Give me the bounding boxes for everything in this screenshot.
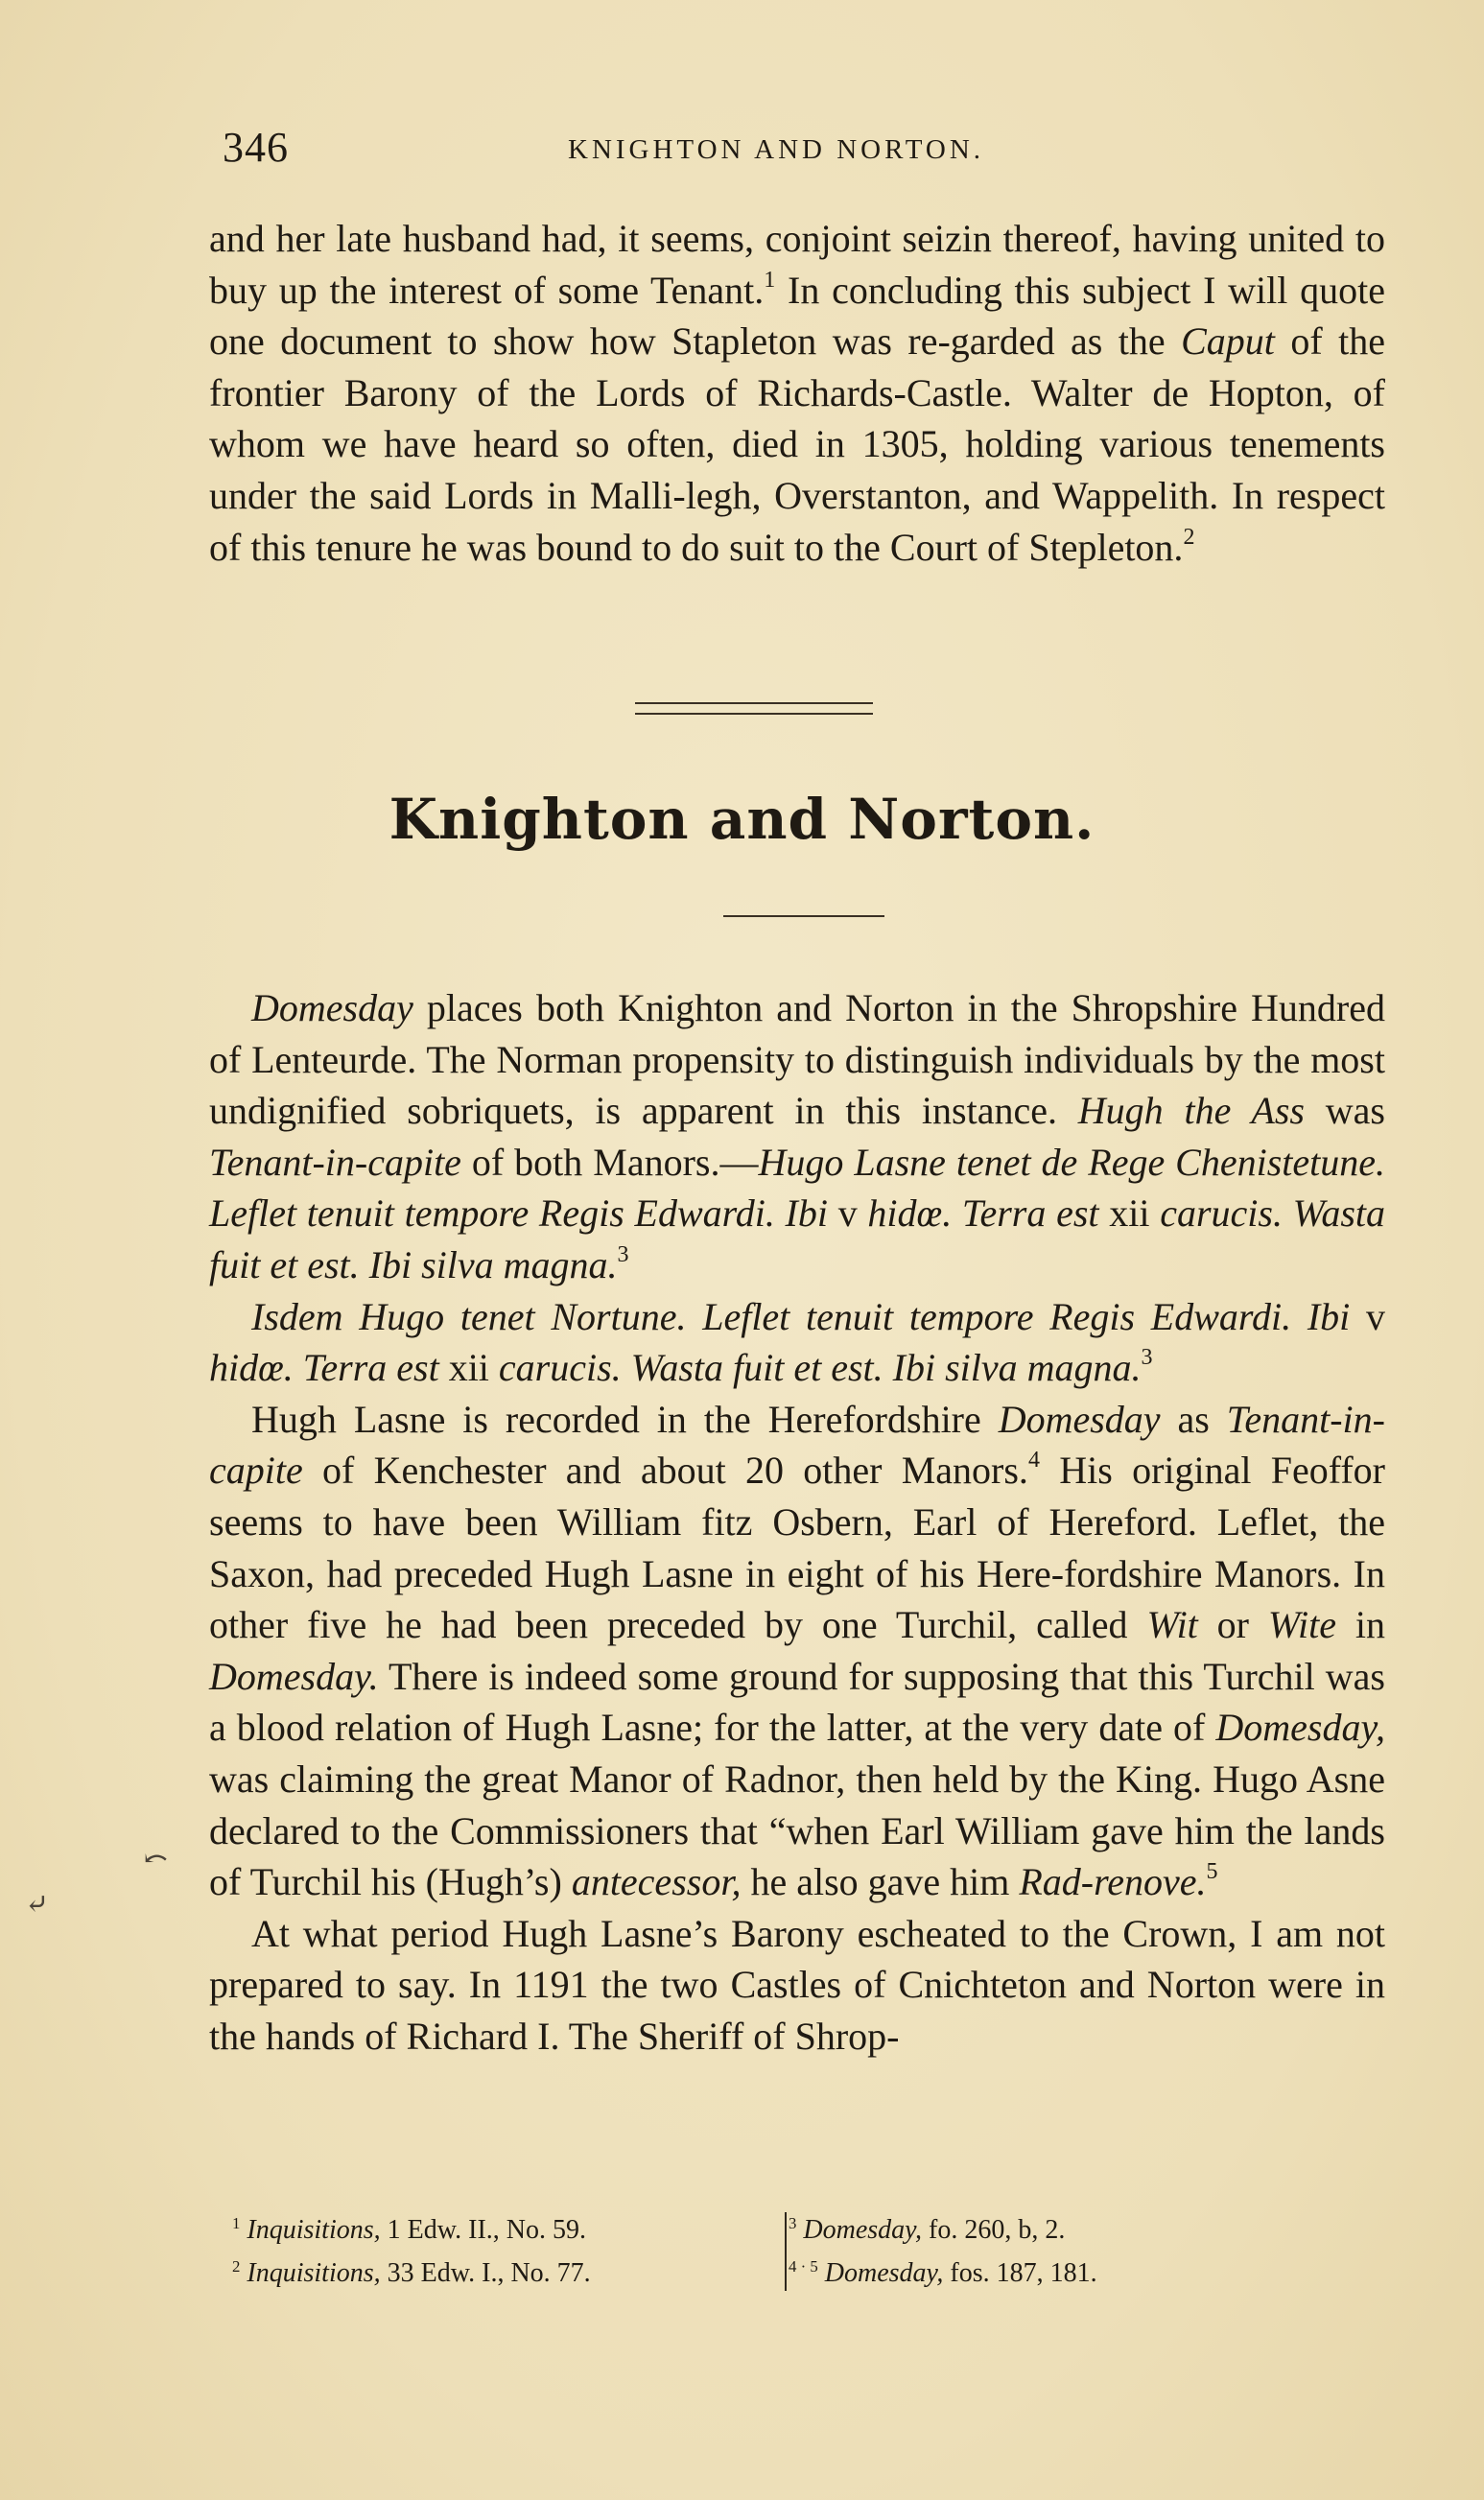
- italic-run: Wite: [1267, 1603, 1336, 1647]
- page-header: [223, 123, 1383, 180]
- footnote-number: 4 · 5: [789, 2256, 818, 2276]
- footnote-source: Inquisitions,: [247, 2258, 381, 2288]
- italic-run: Rad-renove.: [1019, 1860, 1207, 1904]
- margin-arrow-mark: ⤶: [25, 1888, 50, 1922]
- latin-quote: carucis. Wasta fuit et est. Ibi silva magna.: [209, 1191, 1385, 1286]
- footnote-number: 1: [232, 2213, 241, 2232]
- footnote-ref: 1: [764, 267, 776, 293]
- footnote: [232, 2252, 591, 2295]
- continued-paragraph: [209, 213, 1385, 573]
- footnote: [789, 2252, 1097, 2295]
- text-run: His original Feoffor seems to have been William fitz Osbern, Earl of Hereford. Leflet, the Saxon, had preceded Hugh Lasne in eight of his Here-fordshire Manors. In other five he had been preceded by one Turchil, called: [209, 1449, 1385, 1647]
- text-run: At what period Hugh Lasne’s Barony escheated to the Crown, I am not prepared to say. In 1191 the two Castles of Cnichteton and Norton were in the hands of Richard I. The Sheriff of Shrop-: [209, 1911, 1385, 2058]
- footnote-detail: fo. 260, b, 2.: [922, 2215, 1066, 2245]
- footnote-source: Inquisitions,: [247, 2215, 381, 2245]
- paragraph-domesday: [209, 982, 1385, 1291]
- footnote-detail: 33 Edw. I., No. 77.: [380, 2258, 591, 2288]
- text-run: and her late husband had, it seems, conjoint seizin thereof, having: [209, 217, 1237, 260]
- latin-quote: carucis. Wasta fuit et est. Ibi silva magna.: [488, 1346, 1142, 1390]
- section-double-rule: [635, 702, 873, 715]
- text-run: as: [1160, 1397, 1227, 1441]
- section-body: [209, 982, 1385, 2062]
- text-run: places both Knighton and Norton in the Shropshire Hundred of Lenteurde. The Norman propensity to distinguish individuals by the most undignified sobriquets, is apparent in this instance.: [209, 986, 1385, 1133]
- text-run: in: [1336, 1603, 1386, 1647]
- text-run: he also gave him: [741, 1860, 1020, 1904]
- latin-quote: Hugo Lasne tenet de Rege Chenistetune. Leflet tenuit tempore Regis Edwardi. Ibi: [209, 1140, 1386, 1236]
- footnotes-right-column: [789, 2208, 1097, 2295]
- text-run: of both Manors.—: [460, 1140, 759, 1184]
- roman-numeral: v: [1366, 1294, 1385, 1338]
- italic-run: Hugh the Ass: [1077, 1089, 1305, 1133]
- italic-run: Tenant-in-capite: [209, 1140, 461, 1184]
- footnotes: [232, 2208, 1230, 2295]
- text-run: or: [1197, 1603, 1268, 1647]
- text-run: of Kenchester and about 20 other Manors.: [302, 1449, 1028, 1493]
- footnote-ref: 4: [1027, 1448, 1040, 1474]
- paragraph-nortune: [209, 1291, 1385, 1394]
- page-number: 346: [223, 124, 289, 171]
- running-head: KNIGHTON AND NORTON.: [568, 134, 985, 165]
- footnote-source: Domesday,: [824, 2258, 944, 2288]
- paragraph-hugh-lasne: [209, 1394, 1385, 1908]
- latin-quote: hidœ. Terra est: [857, 1191, 1110, 1236]
- footnote-detail: fos. 187, 181.: [943, 2258, 1097, 2288]
- footnote: [789, 2208, 1097, 2252]
- footnote-source: Domesday,: [803, 2215, 923, 2245]
- footnote-ref: 5: [1206, 1859, 1218, 1885]
- roman-numeral: v: [837, 1191, 858, 1236]
- section-title: Knighton and Norton.: [389, 787, 1095, 852]
- roman-numeral: xii: [1109, 1191, 1150, 1236]
- margin-pointer-mark: ⤺: [144, 1842, 169, 1875]
- italic-run: antecessor,: [571, 1860, 742, 1904]
- text-run: united to buy up the interest of some Tenant.: [209, 217, 1386, 312]
- footnote: [232, 2208, 591, 2252]
- footnote-number: 2: [232, 2256, 241, 2276]
- title-underline-rule: [723, 915, 884, 917]
- italic-run: Domesday: [998, 1397, 1161, 1441]
- italic-run: Domesday: [251, 986, 413, 1029]
- footnote-detail: 1 Edw. II., No. 59.: [380, 2215, 586, 2245]
- text-run: of the frontier Barony of the Lords of Richards-Castle. Walter de Hopton, of whom we have heard so often, died in 1305, holding various tenements under the said Lords in Malli-legh, Overstanton, and Wappelith. In respect of this tenure he was bound to do suit to the Court of Stepleton.: [209, 319, 1386, 569]
- text-run: In concluding this subject I will quote one document to show how Stapleton was re-garded as the: [209, 268, 1385, 364]
- latin-quote: hidœ. Terra est: [209, 1346, 449, 1390]
- text-run: There is indeed some ground for supposing that this Turchil was a blood relation of Hugh Lasne; for the latter, at the very date of: [209, 1654, 1385, 1750]
- italic-run: Tenant-in-capite: [209, 1397, 1385, 1493]
- text-run: was claiming the great Manor of Radnor, then held by the King. Hugo Asne declared to the Commissioners that “when Earl William gave him the lands of Turchil his (Hugh’s): [209, 1757, 1385, 1904]
- latin-quote: Isdem Hugo tenet Nortune. Leflet tenuit tempore Regis Edwardi. Ibi: [251, 1294, 1366, 1338]
- italic-run: Wit: [1146, 1603, 1198, 1647]
- italic-run: Domesday.: [209, 1654, 379, 1698]
- text-run: was: [1304, 1089, 1385, 1133]
- footnote-ref: 2: [1183, 524, 1195, 550]
- footnote-column-divider: [785, 2212, 787, 2291]
- roman-numeral: xii: [448, 1346, 489, 1390]
- italic-run: Caput: [1181, 319, 1275, 364]
- paragraph-barony-escheated: [209, 1908, 1385, 2063]
- italic-run: Domesday,: [1215, 1706, 1385, 1750]
- text-run: Hugh Lasne is recorded in the Herefordshire: [251, 1397, 999, 1441]
- footnote-number: 3: [789, 2213, 797, 2232]
- footnote-ref: 3: [617, 1242, 629, 1268]
- footnote-ref: 3: [1141, 1345, 1153, 1371]
- footnotes-left-column: [232, 2208, 591, 2295]
